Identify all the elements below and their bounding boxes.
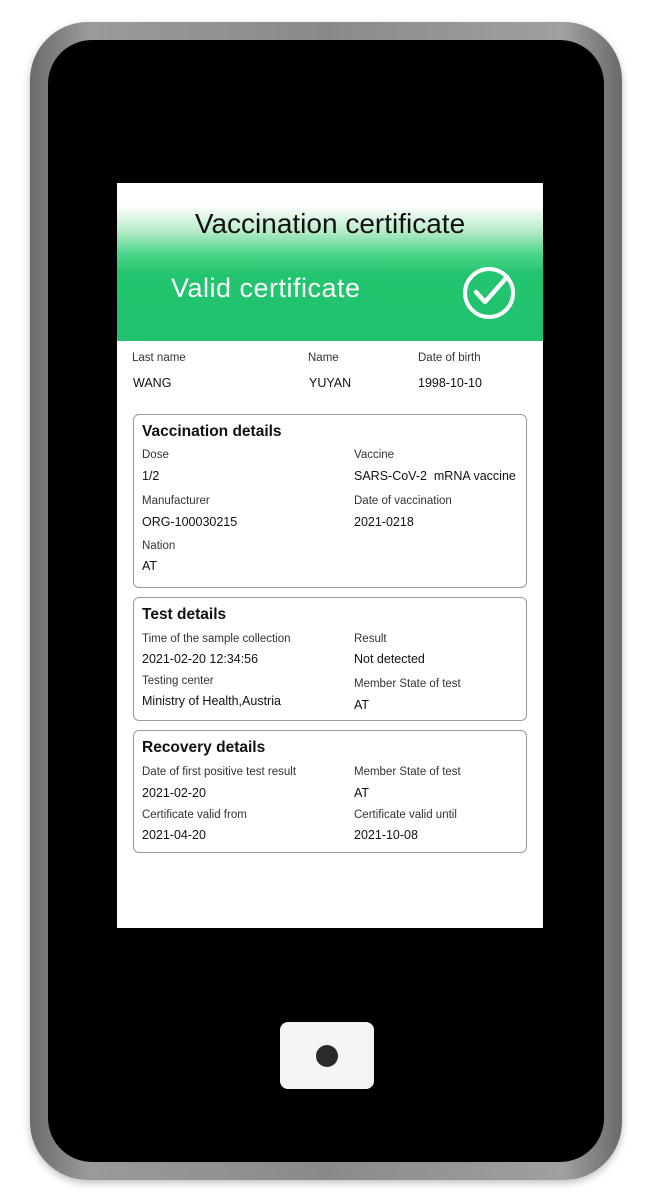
test-details-title: Test details xyxy=(142,606,227,623)
test-member-state-value: AT xyxy=(354,698,370,712)
valid-until-label: Certificate valid until xyxy=(354,809,457,821)
vaccination-details-title: Vaccination details xyxy=(142,423,282,440)
check-circle-icon xyxy=(461,265,517,321)
first-positive-label: Date of first positive test result xyxy=(142,766,297,778)
recovery-details-title: Recovery details xyxy=(142,739,266,756)
page-title: Vaccination certificate xyxy=(194,208,466,239)
recovery-details-card xyxy=(133,730,527,853)
sample-time-label: Time of the sample collection xyxy=(142,633,291,645)
last-name-label: Last name xyxy=(132,352,186,364)
result-label: Result xyxy=(354,633,387,645)
dob-value: 1998-10-10 xyxy=(418,376,482,390)
sample-time-value: 2021-02-20 12:34:56 xyxy=(142,652,259,666)
recovery-member-state-label: Member State of test xyxy=(354,766,461,778)
result-value: Not detected xyxy=(354,652,425,666)
last-name-value: WANG xyxy=(133,376,172,390)
name-value: YUYAN xyxy=(309,376,352,390)
dose-value: 1/2 xyxy=(142,469,160,483)
vaccine-value: SARS-CoV-2 mRNA vaccine xyxy=(354,469,516,483)
home-button[interactable] xyxy=(280,1022,374,1089)
vaccination-details-card xyxy=(133,414,527,588)
manufacturer-label: Manufacturer xyxy=(142,495,210,507)
name-label: Name xyxy=(308,352,339,364)
dose-label: Dose xyxy=(142,449,169,461)
valid-from-value: 2021-04-20 xyxy=(142,828,206,842)
testing-center-label: Testing center xyxy=(142,675,214,687)
camera-dot-icon xyxy=(316,1045,338,1067)
testing-center-value: Ministry of Health,Austria xyxy=(142,694,281,708)
screen xyxy=(117,183,543,928)
recovery-member-state-value: AT xyxy=(354,786,370,800)
test-member-state-label: Member State of test xyxy=(354,678,461,690)
manufacturer-value: ORG-100030215 xyxy=(142,515,238,529)
vaccine-label: Vaccine xyxy=(354,449,395,461)
dob-label: Date of birth xyxy=(418,352,481,364)
status-text: Valid certificate xyxy=(171,273,361,303)
vaccination-date-label: Date of vaccination xyxy=(354,495,452,507)
nation-value: AT xyxy=(142,559,158,573)
nation-label: Nation xyxy=(142,540,176,552)
first-positive-value: 2021-02-20 xyxy=(142,786,206,800)
test-details-card xyxy=(133,597,527,721)
certificate-header xyxy=(117,183,543,341)
valid-until-value: 2021-10-08 xyxy=(354,828,418,842)
valid-from-label: Certificate valid from xyxy=(142,809,247,821)
vaccination-date-value: 2021-0218 xyxy=(354,515,414,529)
